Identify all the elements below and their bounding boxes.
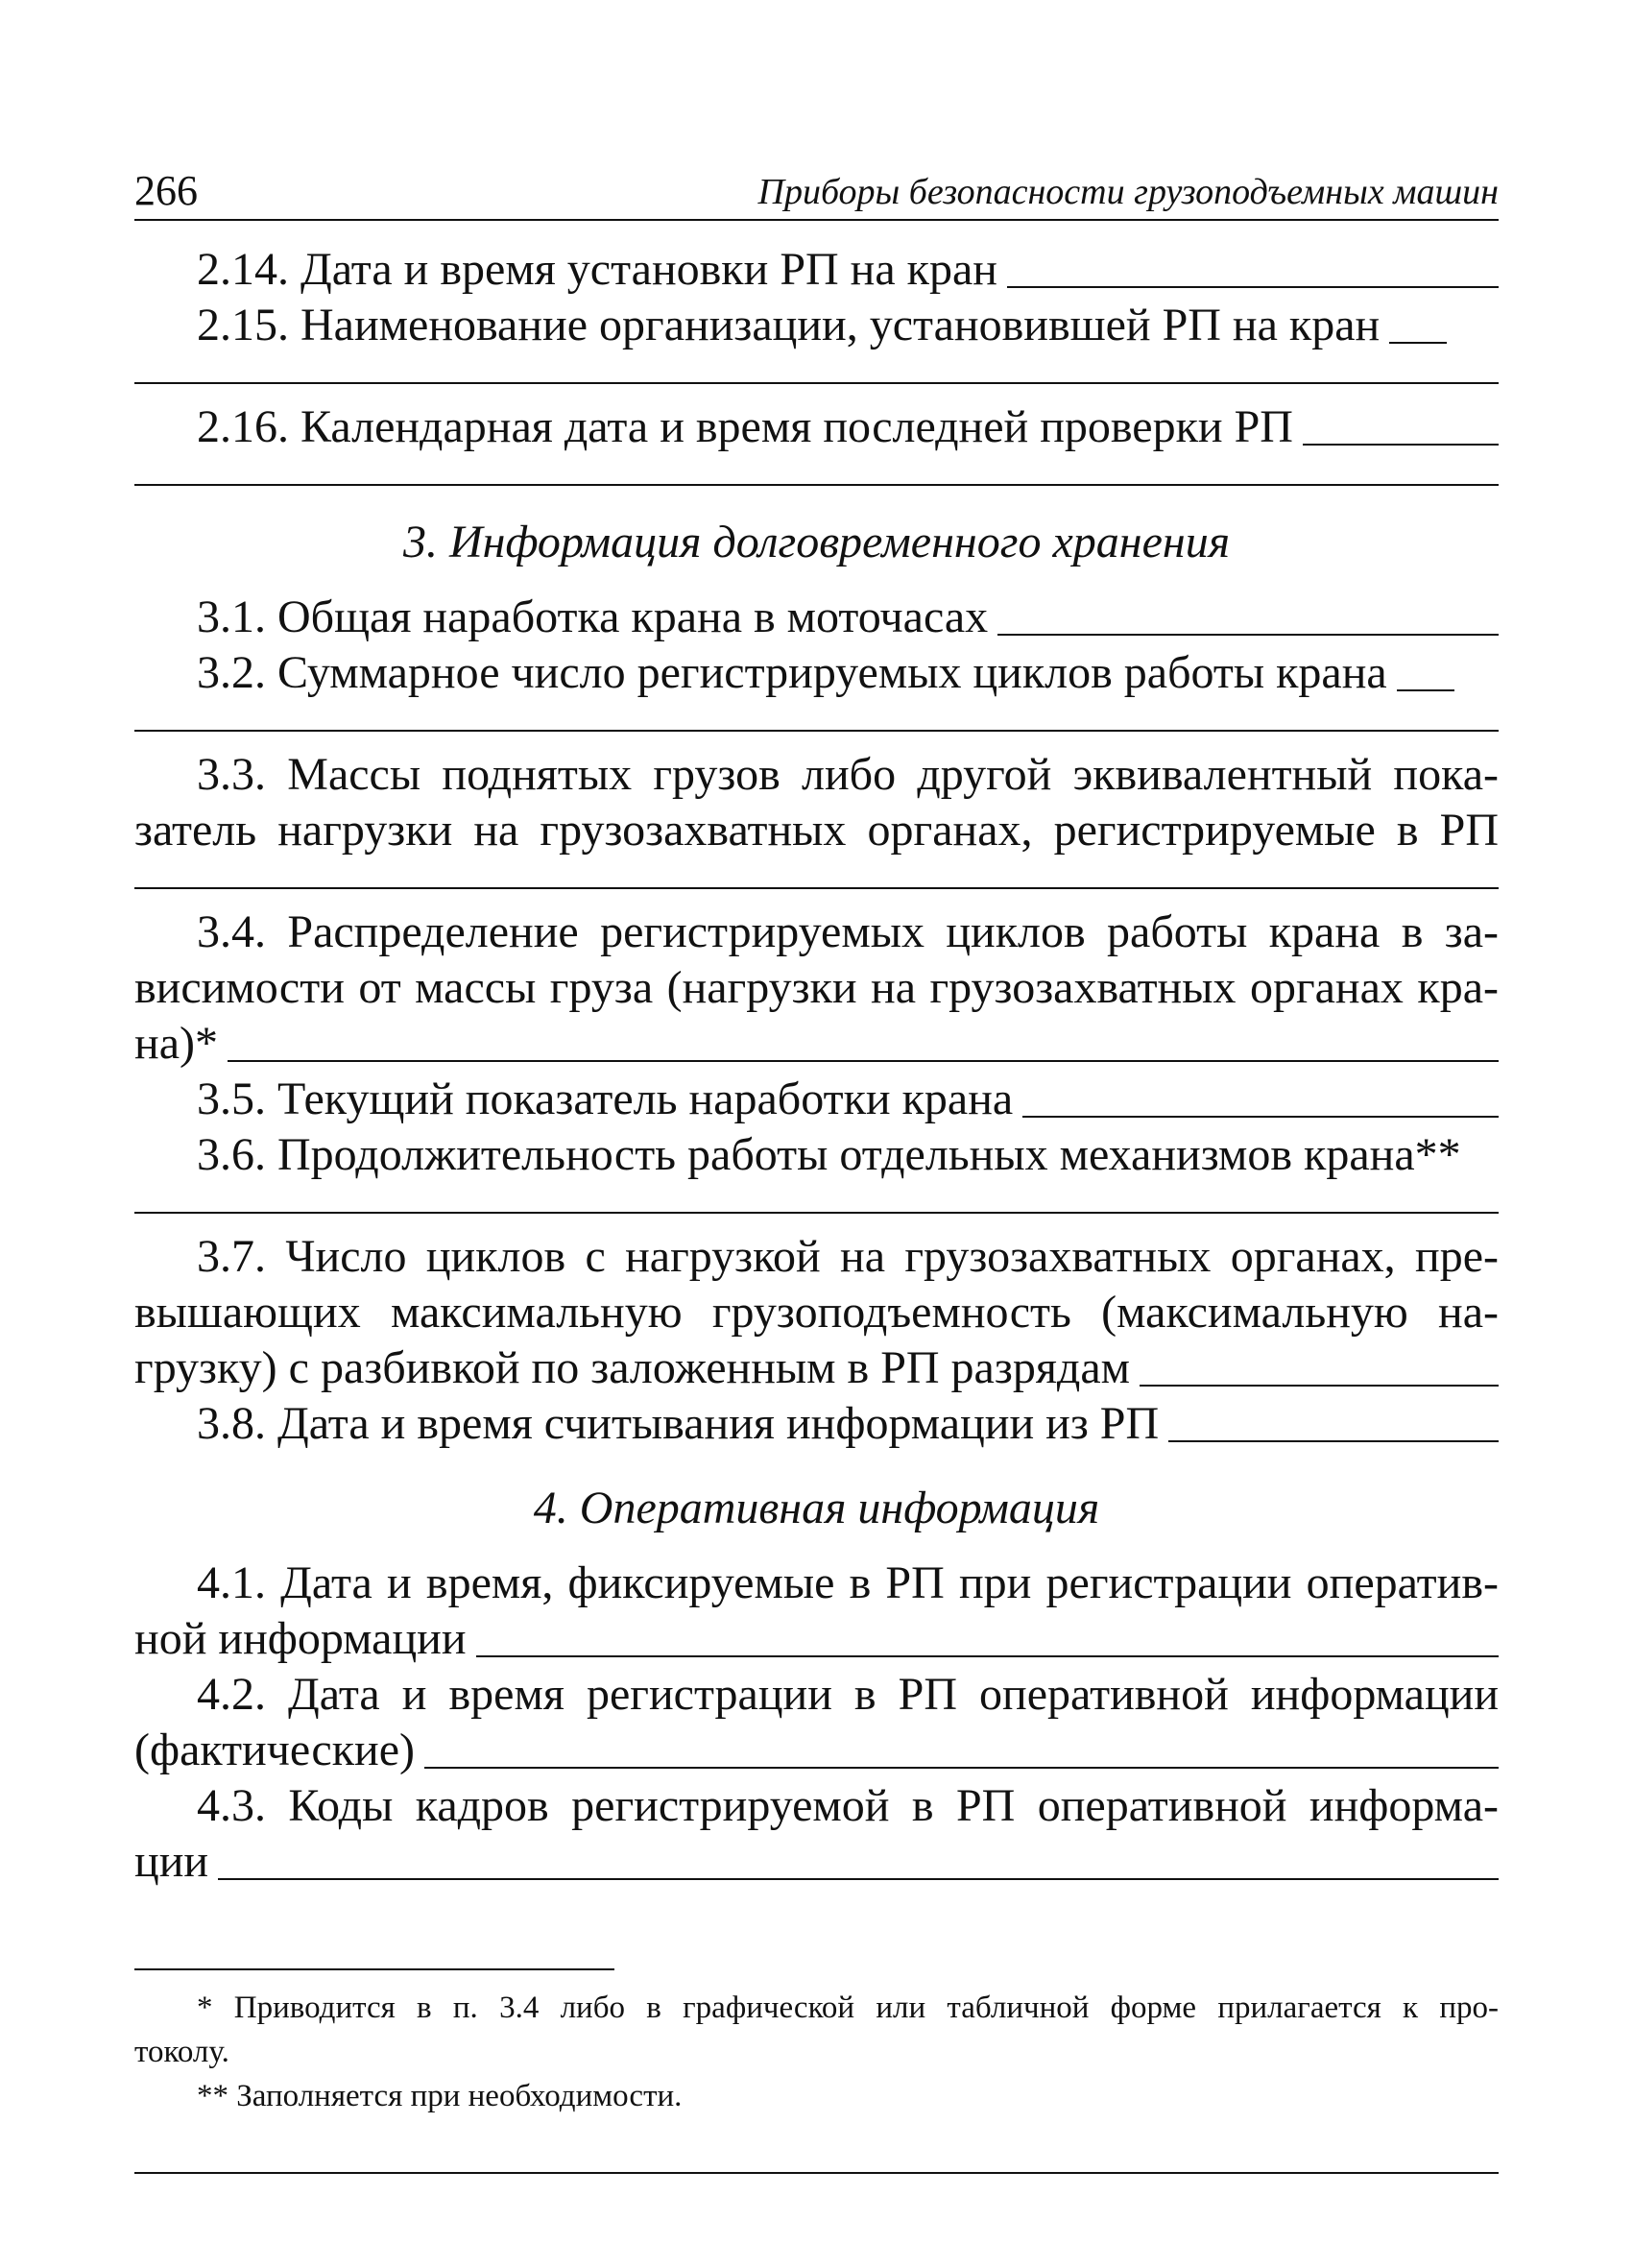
item-3-8-blank[interactable]	[1168, 1440, 1499, 1442]
item-3-6-label: 3.6. Продолжительность работы отдельных механизмов крана**	[197, 1129, 1461, 1180]
form-body	[134, 242, 1499, 1890]
item-3-1-blank[interactable]	[997, 634, 1499, 636]
item-2-16-blank[interactable]	[1303, 444, 1499, 446]
footnote-1-line-1: * Приводится в п. 3.4 либо в графической или табличной форме прилагается к про-	[197, 1991, 1499, 2025]
section-4-heading: 4. Оперативная информация	[533, 1483, 1100, 1533]
page-number: 266	[134, 167, 198, 214]
running-title: Приборы безопасности грузоподъемных машин	[757, 172, 1499, 212]
item-2-14	[134, 242, 1499, 298]
item-3-7-line-3	[134, 1340, 1499, 1396]
item-3-5-blank[interactable]	[1022, 1116, 1499, 1118]
item-2-16-label: 2.16. Календарная дата и время последней проверки РП	[197, 401, 1293, 452]
item-4-3-line-2-label: ции	[134, 1836, 209, 1887]
item-3-2	[134, 645, 1499, 701]
item-3-4-line-3	[134, 1016, 1499, 1072]
section-3-heading: 3. Информация долговременного хранения	[403, 517, 1230, 567]
item-2-16-blank-line[interactable]	[134, 484, 1499, 486]
item-3-7-line-1: 3.7. Число циклов с нагрузкой на грузозахватных органах, пре-	[197, 1231, 1499, 1282]
item-3-2-blank-line[interactable]	[134, 730, 1499, 732]
item-3-7-line-2: вышающих максимальную грузоподъемность (максимальную на-	[134, 1287, 1499, 1338]
item-3-4-line-2: висимости от массы груза (нагрузки на грузозахватных органах кра-	[134, 962, 1499, 1013]
item-4-1-line-1: 4.1. Дата и время, фиксируемые в РП при регистрации оператив-	[197, 1557, 1499, 1608]
item-2-14-label: 2.14. Дата и время установки РП на кран	[197, 244, 997, 295]
item-3-5	[134, 1072, 1499, 1127]
item-3-4-line-1: 3.4. Распределение регистрируемых циклов работы крана в за-	[197, 906, 1499, 957]
footnote-2: ** Заполняется при необходимости.	[197, 2079, 683, 2113]
footnote-1-line-2: токолу.	[134, 2035, 229, 2069]
item-2-15	[134, 298, 1499, 353]
item-4-3-blank[interactable]	[218, 1878, 1499, 1880]
item-2-15-blank-line[interactable]	[134, 382, 1499, 384]
item-3-5-label: 3.5. Текущий показатель наработки крана	[197, 1074, 1014, 1124]
running-header	[134, 165, 1499, 221]
item-3-3-blank-line[interactable]	[134, 887, 1499, 889]
item-3-3-line-1: 3.3. Массы поднятых грузов либо другой эквивалентный пока-	[197, 749, 1499, 800]
item-4-1-line-2	[134, 1611, 1499, 1667]
item-3-7-line-3-label: грузку) с разбивкой по заложенным в РП разрядам	[134, 1342, 1130, 1393]
item-3-2-blank[interactable]	[1397, 689, 1454, 691]
item-4-2-blank[interactable]	[424, 1767, 1499, 1769]
item-4-2-line-2	[134, 1723, 1499, 1778]
item-4-2-line-2-label: (фактические)	[134, 1725, 415, 1775]
footnote-separator	[134, 1968, 614, 1970]
item-3-7-blank[interactable]	[1140, 1385, 1499, 1387]
item-2-15-blank[interactable]	[1389, 342, 1447, 344]
item-2-16	[134, 399, 1499, 455]
item-4-1-blank[interactable]	[476, 1655, 1499, 1657]
item-3-4-blank[interactable]	[228, 1060, 1499, 1062]
item-3-8-label: 3.8. Дата и время считывания информации из РП	[197, 1398, 1160, 1449]
item-2-14-blank[interactable]	[1007, 286, 1499, 288]
item-3-6	[134, 1127, 1499, 1183]
footnotes	[134, 1986, 1499, 2118]
item-3-2-label: 3.2. Суммарное число регистрируемых циклов работы крана	[197, 647, 1387, 698]
item-4-3-line-2	[134, 1834, 1499, 1890]
item-2-15-label: 2.15. Наименование организации, установившей РП на кран	[197, 300, 1381, 350]
bottom-rule	[134, 2172, 1499, 2174]
item-3-4-line-3-label: на)*	[134, 1018, 218, 1069]
item-3-8	[134, 1396, 1499, 1452]
item-3-1	[134, 590, 1499, 645]
item-3-1-label: 3.1. Общая наработка крана в моточасах	[197, 591, 989, 642]
item-4-2-line-1: 4.2. Дата и время регистрации в РП оперативной информации	[197, 1669, 1499, 1720]
item-4-3-line-1: 4.3. Коды кадров регистрируемой в РП оперативной информа-	[197, 1780, 1499, 1831]
item-4-1-line-2-label: ной информации	[134, 1613, 467, 1664]
item-3-6-blank-line[interactable]	[134, 1212, 1499, 1214]
item-3-3-line-2: затель нагрузки на грузозахватных органах, регистрируемые в РП	[134, 805, 1499, 856]
